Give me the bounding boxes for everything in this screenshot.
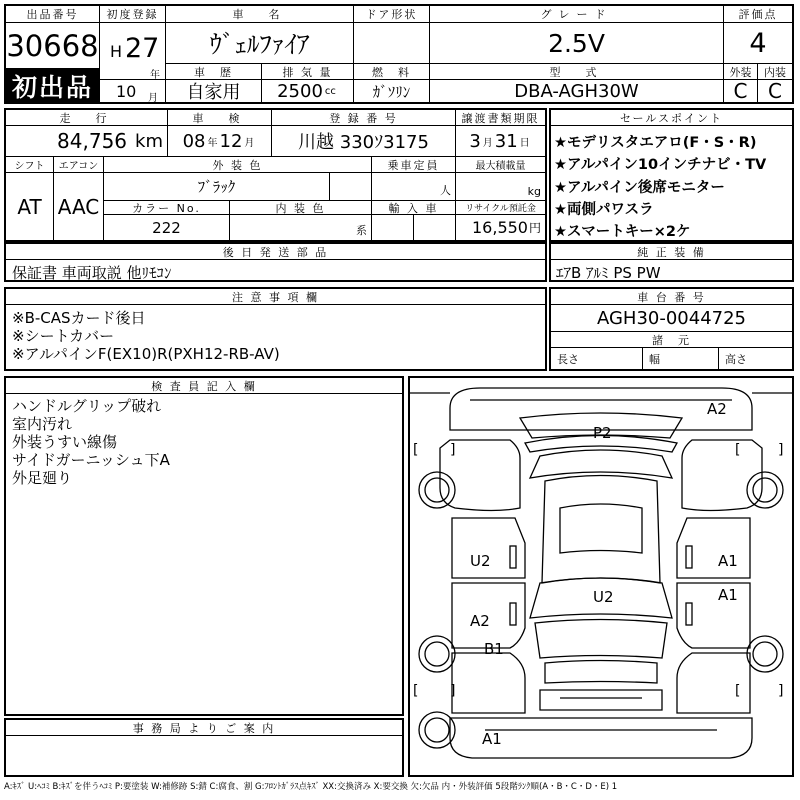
load-cell: [456, 173, 545, 201]
shift: AT: [6, 173, 54, 240]
inspector-line: ハンドルグリップ破れ: [12, 397, 162, 415]
ext-color-label: 外 装 色: [104, 157, 372, 173]
shift-label: シフト: [6, 157, 54, 173]
history: 自家用: [166, 80, 262, 102]
import-cell-a: [372, 215, 414, 240]
length-label: 長さ: [551, 348, 643, 369]
load-label: 最大積載量: [456, 157, 545, 173]
displacement-unit: cc: [324, 85, 336, 97]
displacement-label: 排 気 量: [262, 64, 354, 80]
history-label: 車 歴: [166, 64, 262, 80]
sales-point-item: ★両側パワスラ: [554, 201, 654, 218]
later-parts-label: 後 日 発 送 部 品: [6, 244, 545, 260]
score: 4: [724, 23, 792, 64]
bracket-mark: [: [735, 442, 741, 458]
damage-mark: A2: [707, 400, 727, 418]
sales-points-list: [554, 132, 766, 243]
inspector-line: 外足廻り: [12, 469, 73, 487]
transfer-day: 31: [494, 130, 518, 152]
capacity-label: 乗車定員: [372, 157, 456, 173]
lot-number: 30668: [6, 23, 100, 69]
damage-mark: U2: [470, 552, 491, 570]
legend: A:ｷｽﾞ U:ﾍｺﾐ B:ｷｽﾞを伴うﾍｺﾐ P:要塗装 W:補修跡 S:錆 C:腐食、割 G:ﾌﾛﾝﾄｶﾞﾗｽ点ｷｽﾞ XX:交換済み X:要交換 欠:欠品 内・外装評価 5段階ﾗﾝｸ順(A・B・C・D・E) 1: [4, 782, 618, 792]
transfer-month: 3: [469, 130, 481, 152]
damage-mark: A1: [718, 552, 738, 570]
import-label: 輸 入 車: [372, 201, 456, 215]
mileage-label: 走 行: [6, 110, 168, 126]
import-cell-b: [414, 215, 456, 240]
office-box: [4, 718, 404, 777]
bracket-mark: ]: [778, 442, 784, 458]
specs-label: 諸 元: [551, 332, 792, 348]
header-box: [4, 4, 794, 104]
bracket-mark: ]: [450, 442, 456, 458]
inspection-month-unit: 月: [244, 137, 255, 149]
interior-label: 内装: [758, 64, 792, 80]
door-value: [354, 23, 430, 64]
transfer-day-unit: 日: [519, 137, 530, 149]
caution-box: [4, 287, 547, 371]
transfer-cell: [456, 126, 545, 157]
first-reg-label: 初度登録: [100, 6, 166, 23]
inspector-box: [4, 376, 404, 716]
later-parts-value: 保証書 車両取説 他ﾘﾓｺﾝ: [12, 264, 172, 282]
sales-points-label: セールスポイント: [551, 110, 792, 126]
car-name-label: 車 名: [166, 6, 354, 23]
lot-number-label: 出品番号: [6, 6, 100, 23]
bracket-mark: [: [413, 683, 419, 699]
grade: 2.5V: [430, 23, 724, 64]
damage-mark: A2: [470, 612, 490, 630]
int-color-unit: 系: [356, 224, 367, 237]
era: H: [110, 42, 123, 61]
model: DBA-AGH30W: [430, 80, 724, 102]
exterior-label: 外装: [724, 64, 758, 80]
bracket-mark: [: [413, 442, 419, 458]
exterior-score: C: [724, 80, 758, 102]
genuine-label: 純 正 装 備: [551, 244, 792, 260]
recycle: 16,550: [472, 218, 528, 237]
model-label: 型 式: [430, 64, 724, 80]
damage-mark: A1: [482, 730, 502, 748]
bracket-mark: [: [735, 683, 741, 699]
ac: AAC: [54, 173, 104, 240]
int-color-cell: [230, 215, 372, 240]
mileage-unit: km: [135, 130, 163, 152]
height-label: 高さ: [725, 352, 747, 366]
load-unit: kg: [527, 185, 541, 198]
sales-point-item: ★モデリスタエアロ(F・S・R): [554, 135, 757, 151]
damage-mark: U2: [593, 588, 614, 606]
later-parts-box: [4, 242, 547, 282]
capacity-cell: [372, 173, 456, 201]
genuine-box: [549, 242, 794, 282]
recycle-label: リサイクル預託金: [456, 201, 545, 215]
car-diagram-box: [408, 376, 794, 777]
sales-point-item: ★アルパイン10インチナビ・TV: [554, 157, 767, 174]
inspection-month: 12: [219, 130, 243, 152]
caution-line: ※B-CASカード後日: [12, 309, 146, 327]
fuel-label: 燃 料: [354, 64, 430, 80]
score-label: 評価点: [724, 6, 792, 23]
interior-score: C: [768, 80, 782, 102]
sales-points-box: [549, 108, 794, 242]
mileage: 84,756: [57, 129, 128, 153]
reg-number: 川越 330ｿ3175: [272, 126, 456, 157]
year-unit: 年: [150, 70, 160, 81]
inspector-line: サイドガーニッシュ下A: [12, 451, 170, 469]
inspector-line: 外装うすい線傷: [12, 433, 118, 451]
inspector-line: 室内汚れ: [12, 415, 73, 433]
transfer-month-unit: 月: [482, 137, 493, 149]
grade-label: グレード: [430, 6, 724, 23]
chassis-box: [549, 287, 794, 371]
caution-label: 注 意 事 項 欄: [6, 289, 545, 305]
caution-line: ※シートカバー: [12, 327, 115, 345]
month-unit: 月: [148, 93, 158, 104]
inspection-cell: [168, 126, 272, 157]
bracket-mark: ]: [450, 683, 456, 699]
inspection-year-unit: 年: [207, 137, 218, 149]
office-label: 事 務 局 よ り ご 案 内: [6, 720, 402, 736]
ac-label: エアコン: [54, 157, 104, 173]
damage-mark: A1: [718, 586, 738, 604]
car-name: ｳﾞｪﾙﾌｧｲｱ: [166, 23, 354, 64]
first-reg-month: 10: [116, 82, 137, 101]
first-listing-badge: 初出品: [6, 69, 100, 102]
int-color-label: 内 装 色: [230, 201, 372, 215]
displacement: 2500: [277, 80, 323, 102]
color-no-label: カラー No.: [104, 201, 230, 215]
displacement-cell: [262, 80, 354, 102]
ext-color-extra: [330, 173, 372, 201]
chassis-label: 車 台 番 号: [551, 289, 792, 305]
door-label: ドア形状: [354, 6, 430, 23]
width-label: 幅: [643, 348, 719, 369]
caution-lines: [12, 309, 280, 363]
inspection-year: 08: [182, 130, 206, 152]
recycle-unit: 円: [528, 221, 541, 235]
inspector-lines: [12, 397, 170, 487]
mileage-cell: [6, 126, 168, 157]
reg-number-label: 登 録 番 号: [272, 110, 456, 126]
sales-point-item: ★スマートキー×2ケ: [554, 224, 691, 241]
caution-line: ※アルパインF(EX10)R(PXH12-RB-AV): [12, 345, 280, 363]
fuel: ｶﾞｿﾘﾝ: [354, 80, 430, 102]
damage-mark: P2: [593, 424, 612, 442]
bracket-mark: ]: [778, 683, 784, 699]
damage-mark: B1: [484, 640, 504, 658]
genuine-value: ｴｱB ｱﾙﾐ PS PW: [556, 264, 661, 282]
first-reg-year: 27: [125, 33, 160, 64]
specs-box: [4, 108, 547, 242]
color-no: 222: [104, 215, 230, 240]
recycle-cell: [456, 215, 545, 240]
inspection-label: 車 検: [168, 110, 272, 126]
ext-color: ﾌﾞﾗｯｸ: [104, 173, 330, 201]
transfer-label: 譲渡書類期限: [456, 110, 545, 126]
chassis-number: AGH30-0044725: [551, 305, 792, 332]
capacity-unit: 人: [440, 184, 451, 197]
inspector-label: 検 査 員 記 入 欄: [6, 378, 402, 394]
sales-point-item: ★アルパイン後席モニター: [554, 179, 725, 196]
